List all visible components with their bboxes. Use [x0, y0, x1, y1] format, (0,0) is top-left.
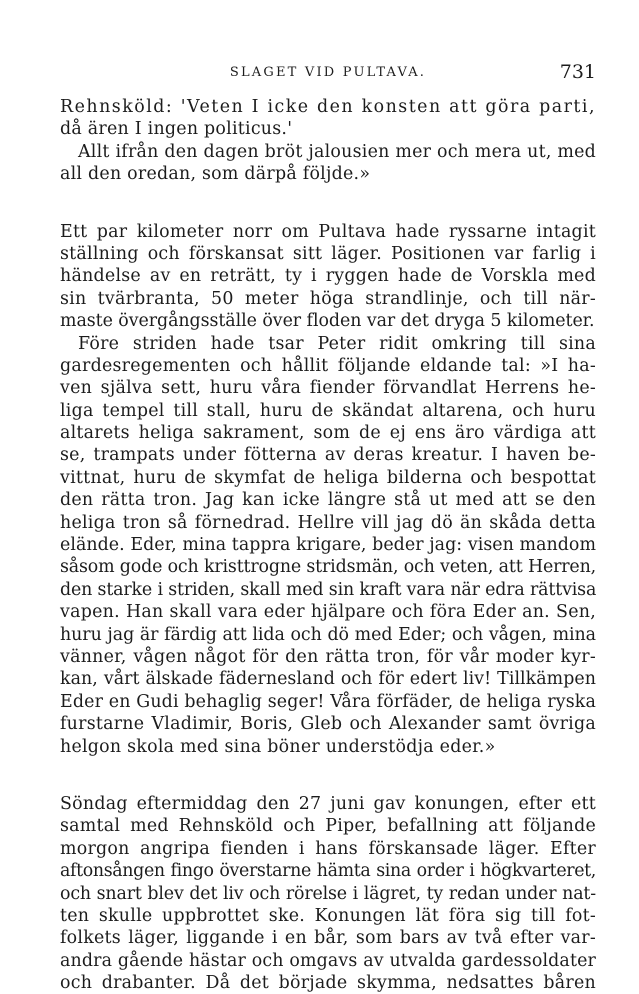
- text-line: Eder en Gudi behaglig seger! Våra förfäder, de heliga ryska: [60, 691, 596, 712]
- text-line: all den oredan, som därpå följde.»: [60, 164, 371, 185]
- section-gap: [60, 186, 596, 221]
- text-line: gardesregementen och hållit följande eldande tal: »I ha-: [60, 355, 596, 376]
- text-line: den starke i striden, skall med sin kraft vara när edra rättvisa: [60, 579, 597, 600]
- text-line: Före striden hade tsar Peter ridit omkring till sina: [78, 333, 596, 354]
- text-line: maste övergångsställe över floden var det dryga 5 kilometer.: [60, 311, 595, 332]
- page-number: 731: [559, 61, 596, 83]
- text-line: den rätta tron. Jag kan icke längre stå ut med att se den: [60, 490, 596, 511]
- text-line: ten skulle uppbrottet ske. Konungen lät föra sig till fot-: [60, 905, 596, 926]
- text-line: heliga tron så förnedrad. Hellre vill jag dö än skåda detta: [60, 512, 596, 533]
- text-line: huru jag är färdig att lida och dö med Eder; och vågen, mina: [60, 624, 596, 645]
- text-line: elände. Eder, mina tappra krigare, beder jag: visen mandom: [60, 535, 596, 556]
- text-line: furstarne Vladimir, Boris, Gleb och Alexander samt övriga: [60, 714, 596, 735]
- text-line: helgon skola med sina böner understödja eder.»: [60, 736, 496, 757]
- text-line: folkets läger, liggande i en bår, som bars av två efter var-: [60, 928, 596, 949]
- text-line: liga tempel till stall, huru de skändat altarena, och huru: [60, 400, 596, 421]
- page-header: [60, 62, 596, 86]
- text-line: aftonsången fingo överstarne hämta sina order i högkvarteret,: [60, 861, 596, 882]
- text-line: Allt ifrån den dagen bröt jalousien mer och mera ut, med: [78, 141, 597, 162]
- paragraph-sondag-eftermiddag: [60, 793, 596, 994]
- text-line: morgon angripa fienden i hans förskansade läger. Efter: [60, 838, 596, 859]
- text-line: vittnat, huru de skymfat de heliga bilderna och bespottat: [60, 467, 596, 488]
- text-line: och snart blev det liv och rörelse i lägret, ty redan under nat-: [60, 883, 596, 904]
- text-line: Rehnsköld: 'Veten I icke den konsten att göra parti,: [60, 97, 596, 117]
- text-line: såsom gode och kristtrogne stridsmän, och veten, att Herren,: [60, 557, 596, 578]
- text-line: då ären I ingen politicus.': [60, 119, 293, 140]
- text-line: Söndag eftermiddag den 27 juni gav konungen, efter ett: [60, 793, 596, 814]
- text-line: och drabanter. Då det började skymma, nedsattes båren: [60, 973, 596, 994]
- text-line: händelse av en reträtt, ty i ryggen hade de Vorskla med: [60, 266, 596, 287]
- paragraph-rehnskold-quote: [60, 96, 596, 141]
- text-line: vapen. Han skall vara eder hjälpare och föra Eder an. Sen,: [60, 602, 596, 623]
- body-text: [60, 96, 596, 994]
- text-line: sin tvärbranta, 50 meter höga strandlinje, och till när-: [60, 288, 596, 309]
- text-line: andra gående hästar och omgavs av utvalda gardessoldater: [60, 950, 596, 971]
- text-line: vänner, vågen något för den rätta tron, för vår moder kyr-: [60, 646, 596, 667]
- paragraph-jalousien: [60, 141, 596, 186]
- text-line: kan, vårt älskade fädernesland och för edert liv! Tillkämpen: [60, 669, 596, 690]
- text-line: samtal med Rehnsköld och Piper, befallning att följande: [60, 816, 596, 837]
- paragraph-ryssarnes-stallning: [60, 221, 596, 333]
- text-line: altarets heliga sakrament, som de ej ens äro värdiga att: [60, 423, 596, 444]
- paragraph-tsar-peters-tal: [60, 333, 596, 758]
- text-line: ställning och förskansat sitt läger. Positionen var farlig i: [60, 243, 596, 264]
- text-line: Ett par kilometer norr om Pultava hade ryssarne intagit: [60, 221, 596, 242]
- text-line: ven själva sett, huru våra fiender förvandlat Herrens he-: [60, 378, 596, 399]
- running-head: SLAGET VID PULTAVA.: [229, 65, 427, 80]
- section-gap: [60, 758, 596, 793]
- text-line: se, trampats under fötterna av deras kreatur. I haven be-: [60, 445, 596, 466]
